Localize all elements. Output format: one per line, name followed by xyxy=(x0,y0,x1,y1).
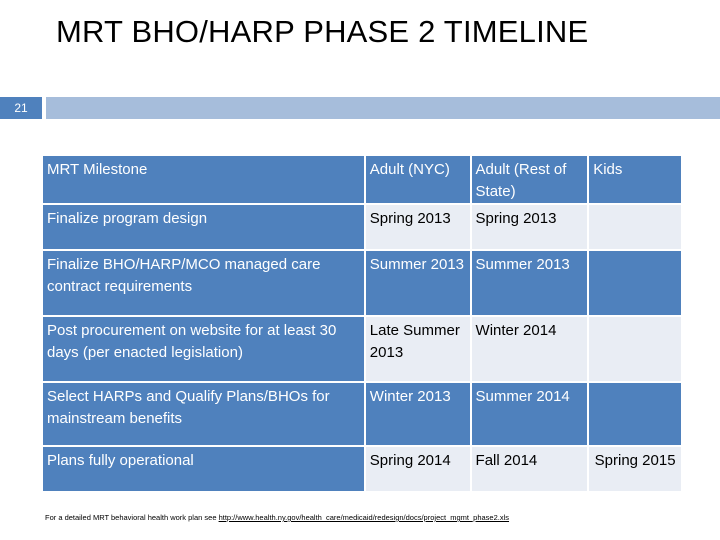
rest-cell: Spring 2013 xyxy=(472,205,588,249)
nyc-cell: Spring 2014 xyxy=(366,447,470,491)
footnote-text: For a detailed MRT behavioral health work plan see xyxy=(45,513,219,522)
page-number: 21 xyxy=(0,97,42,119)
kids-cell xyxy=(589,251,681,315)
table-row xyxy=(43,447,681,491)
kids-cell xyxy=(589,383,681,445)
table-row xyxy=(43,251,681,315)
rest-cell: Summer 2014 xyxy=(472,383,588,445)
header-adult-rest: Adult (Rest of State) xyxy=(472,156,588,203)
table-row xyxy=(43,317,681,381)
table-row xyxy=(43,383,681,445)
nyc-cell: Winter 2013 xyxy=(366,383,470,445)
nyc-cell: Late Summer 2013 xyxy=(366,317,470,381)
header-milestone: MRT Milestone xyxy=(43,156,364,203)
footnote xyxy=(45,513,509,522)
kids-cell xyxy=(589,205,681,249)
milestone-cell: Plans fully operational xyxy=(43,447,364,491)
header-kids: Kids xyxy=(589,156,681,203)
milestone-cell: Finalize BHO/HARP/MCO managed care contract requirements xyxy=(43,251,364,315)
milestone-cell: Post procurement on website for at least 30 days (per enacted legislation) xyxy=(43,317,364,381)
header-adult-nyc: Adult (NYC) xyxy=(366,156,470,203)
page-title: MRT BHO/HARP PHASE 2 TIMELINE xyxy=(56,14,589,49)
rest-cell: Summer 2013 xyxy=(472,251,588,315)
timeline-table xyxy=(41,154,683,493)
table-row xyxy=(43,205,681,249)
rest-cell: Winter 2014 xyxy=(472,317,588,381)
milestone-cell: Finalize program design xyxy=(43,205,364,249)
kids-cell: Spring 2015 xyxy=(589,447,681,491)
kids-cell xyxy=(589,317,681,381)
work-plan-link[interactable]: http://www.health.ny.gov/health_care/medicaid/redesign/docs/project_mgmt_phase2.xls xyxy=(218,513,510,522)
table-header-row xyxy=(43,156,681,203)
rest-cell: Fall 2014 xyxy=(472,447,588,491)
nyc-cell: Summer 2013 xyxy=(366,251,470,315)
nyc-cell: Spring 2013 xyxy=(366,205,470,249)
header-band xyxy=(46,97,720,119)
milestone-cell: Select HARPs and Qualify Plans/BHOs for mainstream benefits xyxy=(43,383,364,445)
